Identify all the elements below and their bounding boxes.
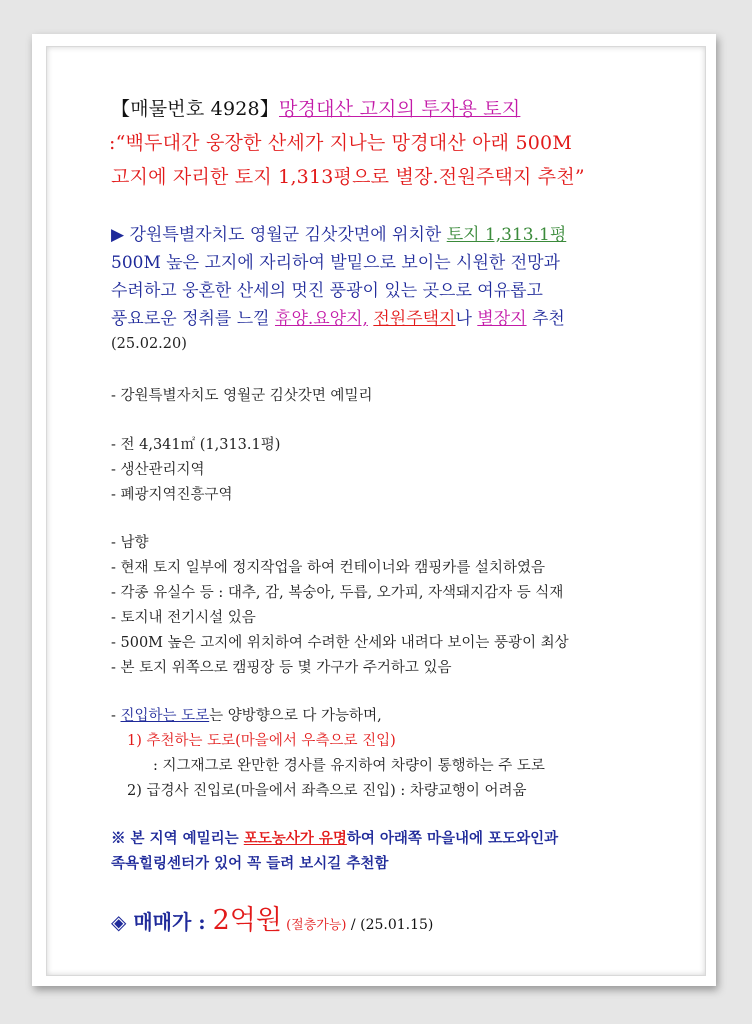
listing-title: 망경대산 고지의 투자용 토지 xyxy=(279,98,521,120)
road-option-1-desc: : 지그재그로 완만한 경사를 유지하여 차량이 통행하는 주 도로 xyxy=(153,758,545,774)
summary-line-4 xyxy=(111,304,565,329)
summary-location: 강원특별자치도 영월군 김삿갓면에 위치한 xyxy=(124,225,447,245)
tagline-line-1: :“백두대간 웅장한 산세가 지나는 망경대산 아래 500M xyxy=(109,132,572,154)
road-option-1: 1) 추천하는 도로(마을에서 우측으로 진입) xyxy=(127,733,396,749)
listing-number: 【매물번호 4928】 xyxy=(111,98,280,120)
note-line-2: 족욕힐링센터가 있어 꼭 들려 보시길 추천함 xyxy=(111,855,389,872)
feature-line-5: - 500M 높은 고지에 위치하여 수려한 산세와 내려다 보이는 풍광이 최상 xyxy=(111,635,569,651)
note-line-1-post: 하여 아래쪽 마을내에 포도와인과 xyxy=(346,830,559,847)
area-line: - 전 4,341㎡ (1,313.1평) xyxy=(111,437,281,453)
zoning-line-2: - 폐광지역진흥구역 xyxy=(111,487,233,503)
zoning-line-1: - 생산관리지역 xyxy=(111,462,205,478)
summary-line-3: 수려하고 웅혼한 산세의 멋진 풍광이 있는 곳으로 여유롭고 xyxy=(111,281,543,301)
feature-line-3: - 각종 유실수 등 : 대추, 감, 복숭아, 두릅, 오가피, 자색돼지감자 등 식재 xyxy=(111,585,564,601)
use-villa: 별장지 xyxy=(477,309,527,329)
listing-header xyxy=(111,94,520,121)
road-option-2: 2) 급경사 진입로(마을에서 좌측으로 진입) : 차량교행이 어려움 xyxy=(127,783,527,799)
grape-farming-highlight: 포도농사가 유명 xyxy=(243,830,347,847)
feature-line-1: - 남향 xyxy=(111,535,149,551)
price-line xyxy=(111,898,433,937)
price-label: 매매가 : xyxy=(126,910,213,934)
land-size-highlight: 토지 1,313.1평 xyxy=(446,225,567,245)
triangle-bullet-icon: ▶ xyxy=(111,225,125,245)
note-line-1 xyxy=(111,827,558,848)
price-date: / (25.01.15) xyxy=(346,917,434,933)
note-line-1-pre: ※ 본 지역 예밀리는 xyxy=(111,830,244,847)
road-intro xyxy=(111,704,382,725)
summary-line-4-mid: 나 xyxy=(455,309,478,329)
use-resort: 휴양.요양지, xyxy=(275,309,368,329)
summary-line-4-pre: 풍요로운 정취를 느낄 xyxy=(111,309,276,329)
address-line: - 강원특별자치도 영월군 김삿갓면 예밀리 xyxy=(111,388,373,404)
road-intro-dash: - xyxy=(111,708,121,724)
summary-line-1 xyxy=(111,220,566,245)
road-access-highlight: 진입하는 도로 xyxy=(120,708,210,724)
diamond-icon: ◈ xyxy=(111,910,127,934)
summary-line-2: 500M 높은 고지에 자리하여 발밑으로 보이는 시원한 전망과 xyxy=(111,253,560,273)
price-negotiable: (절충가능) xyxy=(281,918,347,933)
feature-line-6: - 본 토지 위쪽으로 캠핑장 등 몇 가구가 주거하고 있음 xyxy=(111,660,452,676)
price-amount: 2억원 xyxy=(212,905,282,936)
summary-line-4-post: 추천 xyxy=(526,309,565,329)
road-intro-post: 는 양방향으로 다 가능하며, xyxy=(209,708,382,724)
tagline-line-2: 고지에 자리한 토지 1,313평으로 별장.전원주택지 추천” xyxy=(111,166,585,188)
feature-line-4: - 토지내 전기시설 있음 xyxy=(111,610,256,626)
use-country-house: 전원주택지 xyxy=(373,309,456,329)
summary-date: (25.02.20) xyxy=(111,336,187,352)
feature-line-2: - 현재 토지 일부에 정지작업을 하여 컨테이너와 캠핑카를 설치하였음 xyxy=(111,560,545,576)
